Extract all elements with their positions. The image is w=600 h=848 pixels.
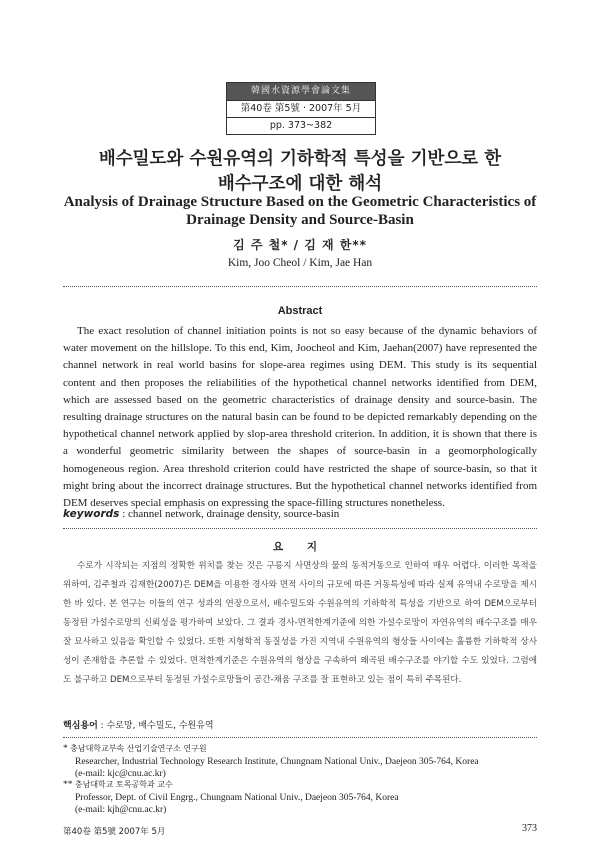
journal-issue: 第40卷 第5號 · 2007年 5月 <box>227 100 375 117</box>
journal-name: 韓國水資源學會論文集 <box>227 83 375 100</box>
abstract-text: The exact resolution of channel initiation points is not so easy because of the dynamic behaviors of water movement on the hillslope. To this end, Kim, Joocheol and Kim, Jaehan(2007) have represented the channel network in real world basins for slope-area regimes using DEM. This study is its sequential content and then proposes the reliabilities of the hypothetical channel networks identified from DEM, which are assessed based on the geometric characteristics of drainage density and source-basin. The resulting drainage structures on the natural basin can be found to be depicted remarkably depending on the hypothetical channel network applied by slop-area threshold criterion. In addition, it is shown that there is a wonderful geometric similarity between the shapes of source-basin in a geomorphologically homogeneous region. Area threshold criterion could have restricted the shape of source-basin, so that it might bring about the incorrect drainage structures. But the hypothetical channel networks identified from DEM deserves special emphasis on expressing the space-filling structures nonetheless. <box>63 325 537 510</box>
korean-keywords-line <box>63 718 537 731</box>
footnote-email: (e-mail: kjc@cnu.ac.kr) <box>75 769 166 779</box>
footnote-korean: 충남대학교부속 산업기술연구소 연구원 <box>70 744 207 753</box>
keywords-label: keywords <box>63 508 120 520</box>
journal-pages: pp. 373~382 <box>227 117 375 134</box>
english-title-line2: Drainage Density and Source-Basin <box>186 212 414 228</box>
korean-title-line1: 배수밀도와 수원유역의 기하학적 특성을 기반으로 한 <box>98 149 502 169</box>
journal-info-box <box>226 82 376 135</box>
keywords-line <box>63 508 537 520</box>
korean-title-line2: 배수구조에 대한 해석 <box>217 174 383 194</box>
footnote <box>63 743 537 781</box>
authors-english: Kim, Joo Cheol / Kim, Jae Han <box>227 257 373 269</box>
abstract-heading: Abstract <box>277 305 323 317</box>
footnote-affiliation: Researcher, Industrial Technology Research Institute, Chungnam National Univ., Daejeon 305-764, Korea <box>75 756 479 767</box>
footnote-marker: * <box>63 744 68 754</box>
korean-keywords-label: 핵심용어 <box>63 721 98 731</box>
korean-abstract-text: 수로가 시작되는 지점의 정확한 위치를 찾는 것은 구릉지 사면상의 물의 동적거동으로 인하여 매우 어렵다. 이러한 목적을 위하여, 김주철과 김재한(2007)은 DEM을 이용한 경사와 면적 사이의 규모에 따른 거동특성에 따라 실제 유역내 수로망을 제시한 바 있다. 본 연구는 이들의 연구 성과의 연장으로서, 배수밀도와 수원유역의 기하학적 특성을 기반으로 하여 DEM으로부터 동정된 가설수로망의 신뢰성을 평가하여 보았다. 그 결과 경사-면적한계기준에 의한 가설수로망이 자연유역의 배수구조를 매우 잘 묘사하고 있음을 확인할 수 있었다. 또한 지형학적 동질성을 가진 지역내 수원유역의 형상들 사이에는 훌륭한 기하학적 상사성이 존재함을 추론할 수 있었다. 면적한계기준은 수원유역의 형상을 구속하여 왜곡된 배수구조를 야기할 수도 있었다. 그럼에도 불구하고 DEM으로부터 동정된 가설수로망들이 공간-채움 구조를 잘 표현하고 있는 점이 특히 주목된다. <box>63 561 537 685</box>
keywords-text: : channel network, drainage density, source-basin <box>122 508 340 520</box>
divider <box>63 286 537 287</box>
footnote-affiliation: Professor, Dept. of Civil Engrg., Chungnam National Univ., Daejeon 305-764, Korea <box>75 792 399 803</box>
footnote-korean: 충남대학교 토목공학과 교수 <box>74 780 173 789</box>
divider <box>63 737 537 738</box>
footnote <box>63 779 537 817</box>
korean-abstract-heading: 요 지 <box>273 541 327 553</box>
english-title-line1: Analysis of Drainage Structure Based on the Geometric Characteristics of <box>63 194 537 210</box>
korean-keywords-text: : 수로망, 배수밀도, 수원유역 <box>100 721 214 731</box>
footnote-email: (e-mail: kjh@cnu.ac.kr) <box>75 805 167 815</box>
authors-korean: 김 주 철* / 김 재 한** <box>233 238 367 252</box>
divider <box>63 528 537 529</box>
footnote-marker: ** <box>63 780 73 790</box>
footer-issue: 第40卷 第5號 2007年 5月 <box>63 827 166 837</box>
page-number: 373 <box>522 823 537 834</box>
